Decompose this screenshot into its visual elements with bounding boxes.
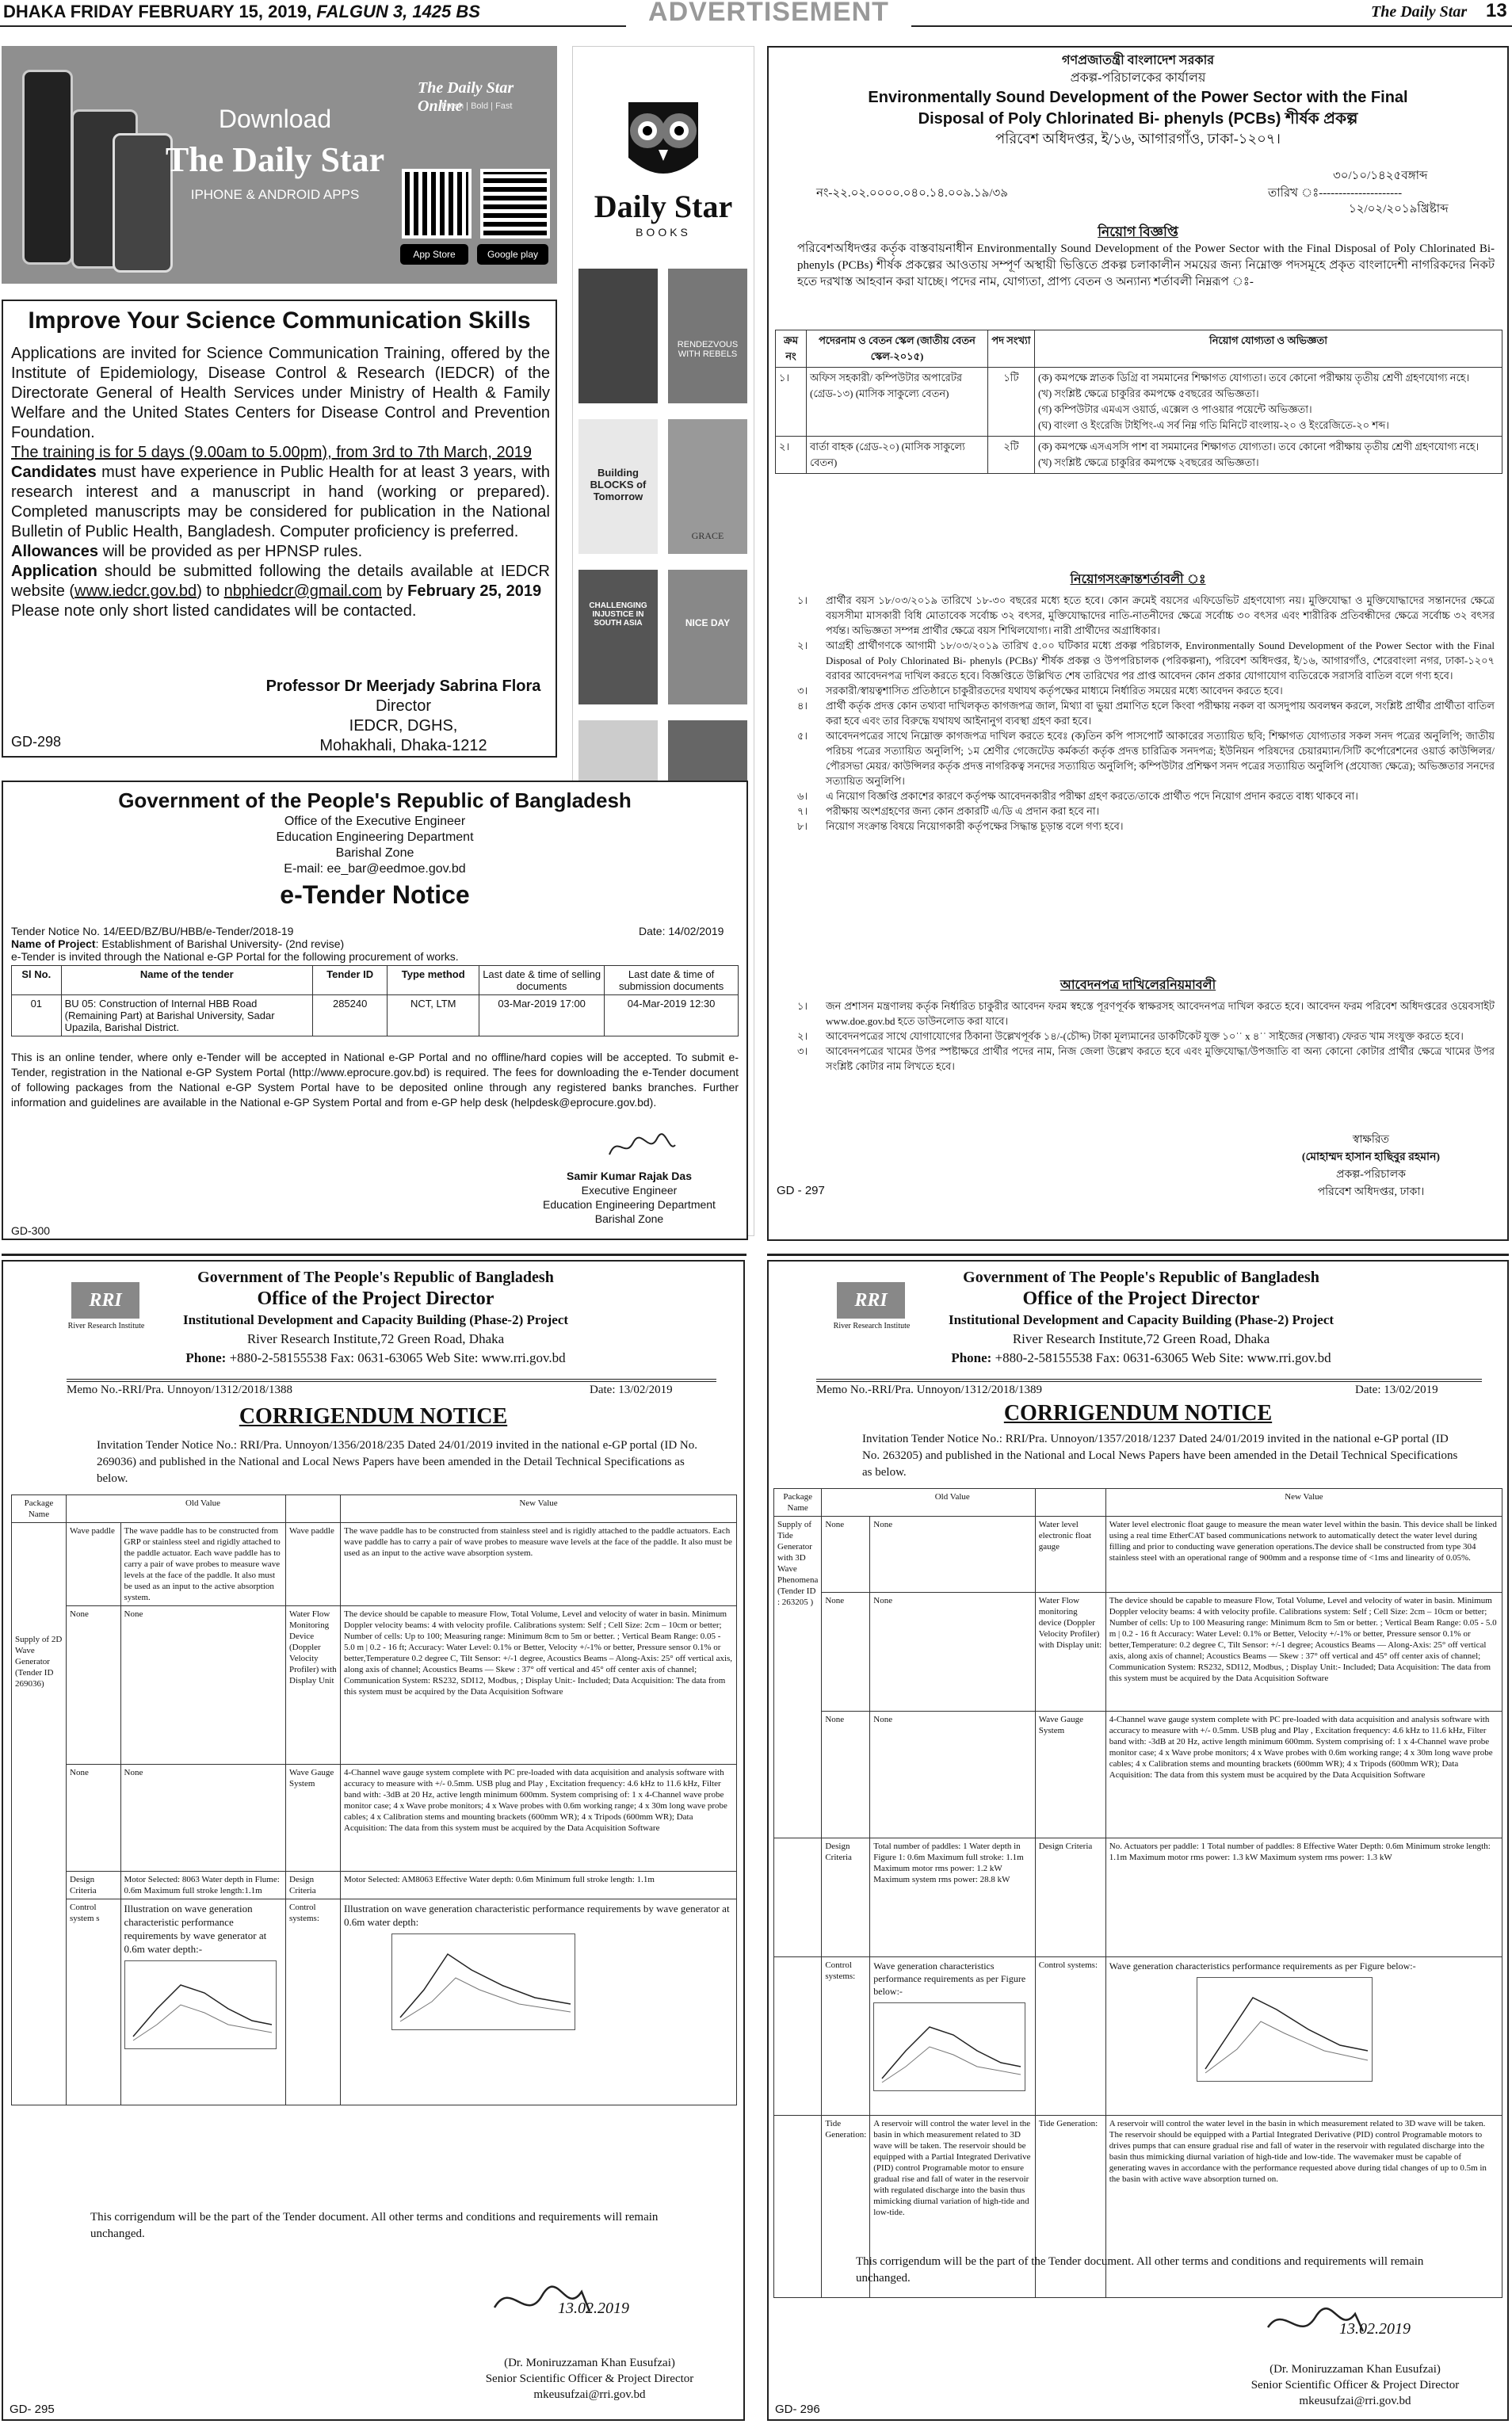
memo-no: Memo No.-RRI/Pra. Unnoyon/1312/2018/1389 <box>816 1384 1042 1396</box>
performance-graph <box>391 1933 575 2030</box>
table-header-row: Sl No. Name of the tender Tender ID Type method Last date & time of selling documents Last date & time of submission documents <box>12 966 739 995</box>
tender-invite: e-Tender is invited through the National e-GP Portal for the following procurement of works. <box>11 950 459 963</box>
list-item: ২। আবেদনপত্রের সাথে যোগাযোগের ঠিকানা উল্লেখপূর্বক ১৪/-(চৌদ্দ) টাকা মূল্যমানের ডাকটিকেট যুক্ত ১০ˈˈ x ৪ˈˈ সাইজের (সম্ভাব্য) ফেরত খাম সংযুক্ত করতে হবে। <box>797 1030 1464 1042</box>
books-sub: BOOKS <box>636 226 691 239</box>
book-cover[interactable]: RENDEZVOUS WITH REBELS <box>668 269 747 403</box>
list-item: ১। প্রার্থীর বয়স ১৮/০৩/২০১৯ তারিখে ১৮-৩০ বছরের মধ্যে হতে হবে। কোন ক্রমেই বয়সের এফিডেভিট গ্রহণযোগ্য নয়। মুক্তিযোদ্ধা ও মুক্তিযোদ্ধাদের সন্তানদের ক্ষেত্রে বয়সসীমা মাসকারী বিধি মোতাবেক সর্বোচ্চ ৩২ বৎসর, মুক্তিযোদ্ধাদের নাতি-নাতনীদের ক্ষেত্রে সর্বোচ্চ ৩০ বৎসর এবং শারীরিক প্রতিবন্ধীদের ক্ষেত্রে সর্বোচ্চ ৩২ বৎসর পর্যন্ত। অভিজ্ঞতা সম্পন্ন প্রার্থীর ক্ষেত্রে বয়স শিথিলযোগ্য। নারী প্রার্থীদের অগ্রাধিকার। <box>797 594 1495 636</box>
iedcr-website-link[interactable]: www.iedcr.gov.bd <box>74 582 197 600</box>
section-divider <box>767 1254 1509 1256</box>
list-item: ৭। পরীক্ষায় অংশগ্রহণের জন্য কোন প্রকারটি এ/ডি এ প্রদান করা হবে না। <box>797 805 1100 817</box>
sci-signature: Professor Dr Meerjady Sabrina Flora Director IEDCR, DGHS, Mohakhali, Dhaka-1212 <box>265 678 541 754</box>
signature-date: 13.02.2019 <box>1339 2320 1411 2338</box>
table-row: Design Criteria Total number of paddles: 1 Water depth in Figure 1: 0.6m Maximum full stroke: 1.1m Maximum motor rms power: 1.2 kW Maximum system rms power: 28.8 kW Design Criteria No. Actuators per paddle: 1 Total number of paddles: 8 Effective Water Depth: 0.6m Minimum stroke length: 1.1m Maximum motor rms power: 1.3 kW Maximum system rms power: 1.3 kW <box>774 1838 1502 1957</box>
header-rule <box>816 1379 1482 1382</box>
rri-logo-icon: RRI <box>837 1282 905 1319</box>
signature-scribble <box>605 1131 677 1162</box>
table-row: ২। বার্তা বাহক (গ্রেড-২০) (মাসিক সাকুল্যে বেতন) ২টি (ক) কমপক্ষে এসএসসি পাশ বা সমমানের শিক্ষাগত যোগ্যতা। তবে কোনো পরীক্ষায় তৃতীয় শ্রেণী গ্রহণযোগ্য নহে। (খ) সংশ্লিষ্ট ক্ষেত্রে চাকুরির কমপক্ষে ২বছরের অভিজ্ঞতা। <box>776 437 1502 474</box>
table-row: Design Criteria Motor Selected: 8063 Water depth in Flume: 0.6m Maximum full stroke length:1.1m Design Criteria Motor Selected: AM8063 Effective Water depth: 0.6m Minimum full stroke length: 1.1m <box>12 1872 737 1899</box>
googleplay-button[interactable]: Google play <box>477 244 548 265</box>
header-rule <box>67 1379 716 1382</box>
masthead <box>0 0 1512 27</box>
bn-tarikh: তারিখ ঃ--------------------- <box>1268 187 1403 200</box>
tender-notice-no: Tender Notice No. 14/EED/BZ/BU/HBB/e-Tender/2018-19 <box>11 925 294 937</box>
bn-date-1: ৩০/১০/১৪২৫বঙ্গাব্দ <box>1333 170 1428 182</box>
rri-header: Government of The People's Republic of Bangladesh Office of the Project Director Institutional Development and Capacity Building (Phase-2) Project River Research Institute,72 Green Road, Dhaka Phone: +880-2-58155538 Fax: 0631-63065 Web Site: www.rri.gov.bd <box>182 1269 569 1365</box>
section-divider <box>2 1254 746 1256</box>
masthead-rule-right <box>911 25 1512 27</box>
book-cover[interactable]: Building BLOCKS of Tomorrow <box>578 419 658 554</box>
rri-logo-icon: RRI <box>71 1282 139 1319</box>
list-item: ১। জন প্রশাসন মন্ত্রণালয় কর্তৃক নির্ধারিত চাকুরীর আবেদন ফরম স্বহস্তে পূরণপূর্বক স্বাক্ষরসহ আবেদনপত্র দাখিল করতে হবে। আবেদন ফরম পরিবেশ অধিদপ্তরের ওয়েবসাইট www.doe.gov.bd হতে ডাউনলোড করা যাবে। <box>797 1000 1495 1027</box>
bn-header: গণপ্রজাতন্ত্রী বাংলাদেশ সরকার প্রকল্প-পরিচালকের কার্যালয় Environmentally Sound Development of the Power Sector with the Final Disposal of Poly Chlorinated Bi- phenyls (PCBs) শীর্ষক প্রকল্প পরিবেশ অধিদপ্তর, ই/১৬, আগারগাঁও, ঢাকা-১২০৭। <box>868 54 1408 147</box>
download-text: Download <box>218 105 332 133</box>
masthead-rule-left <box>0 25 626 27</box>
bn-application-heading: আবেদনপত্র দাখিলেরনিয়মাবলী <box>1060 979 1216 992</box>
bn-signature: স্বাক্ষরিত (মোহাম্মদ হাসান হাছিবুর রহমান) প্রকল্প-পরিচালক পরিবেশ অধিদপ্তর, ঢাকা। <box>1301 1134 1441 1198</box>
books-brand: Daily Star <box>594 189 733 224</box>
table-row: 01 BU 05: Construction of Internal HBB Road (Remaining Part) at Barishal University, Sadar Upazila, Barishal District. 285240 NCT, LTM 03-Mar-2019 17:00 04-Mar-2019 12:30 <box>12 995 739 1036</box>
gd-code: GD-298 <box>11 734 62 750</box>
table-row: Tide Generation: A reservoir will control the water level in the basin in which measurement related to 3D wave will be taken. The reservoir should be equipped with a Partial Integrated Derivative (PID) control Programable motor to ensure gradual rise and fall of water in the reservoir with regulated discharge into the basin thus mimicking diurnal variation of high-tide and low-tide. Tide Generation: A reservoir will control the water level in the basin in which measurement related to 3D wave will be taken. The reservoir should be equipped with a Partial Integrated Derivative (PID) control Programable motors to drives pumps that can ensure gradual rise and fall of water in the reservoir with regulated discharge into the basin thus mimicking diurnal variation of high-tide and low-tide. The wavemaker must be capable of generating waves in accordance with the performance requested above during tidal changes of up to 0.5m in the basin with active wave absorption turned on. <box>774 2116 1502 2298</box>
rri-header: Government of The People's Republic of Bangladesh Office of the Project Director Institutional Development and Capacity Building (Phase-2) Project River Research Institute,72 Green Road, Dhaka Phone: +880-2-58155538 Fax: 0631-63065 Web Site: www.rri.gov.bd <box>948 1269 1334 1365</box>
science-communication-ad <box>2 300 557 758</box>
book-cover[interactable] <box>578 269 658 403</box>
tender-body: This is an online tender, where only e-Tender will be accepted in National e-GP Portal and no offline/hard copies will be accepted. To submit e-Tender, registration in the National e-GP System Portal (http://www.eprocure.gov.bd) is required. The fees for downloading the e-Tender document of following packages from the National e-GP System Portal have to be deposited online through any registered banks branches. Further information and guidelines are available in the National e-GP System Portal and from e-GP help desk (helpdesk@eprocure.gov.bd). <box>11 1051 739 1109</box>
bn-intro: পরিবেশঅধিদপ্তর কর্তৃক বাস্তবায়নাধীন Environmentally Sound Development of the Power Sector with the Final Disposal of Poly Chlorinated Bi- phenyls (PCBs) শীর্ষক প্রকল্পের আওতায় সম্পূর্ণ অস্থায়ী ভিত্তিতে প্রকল্প চলাকালীন সময়ের জন্য নিম্নোক্ত পদসমূহে প্রকৃত বাংলাদেশী নাগরিকদের নিকট হতে দরখাস্ত আহবান করা যাচ্ছে। পদের নাম, যোগ্যতা, প্রাপ্য বেতন ও অন্যান্য শর্তাবলী নিম্নরূপ ঃ- <box>797 242 1495 288</box>
table-row: None None Water Flow monitoring device (Doppler Velocity Profiler) with Display unit: The device should be capable to measure Flow, Total Volume, Level and velocity of water in basin. Minimum Doppler velocity beams: 4 with velocity profile. Calibrations system: Self ; Cell Size: 2cm – 10cm or better; Number of cells: Up to 100 Measuring range: Minimum 8cm to 5m or better. ; Vertical Beam Range: 0.05 - 5.0 m | 0.2 - 16 ft Accuracy: Water Level: 0.1% or Better, Velocity +/-1% or better, Pressure sensor 0.1% or better,Temperature: 0.2 degree C, Tilt Sensor: +/-1 degree; Acoustics Beams — Along-Axis: 25° off vertical axis, along axis of channel; Acoustics Beams — Skew : 37° off vertical and 45° off center axis of channel; Communication System: RS232, SDI12, Modbus, ; Display Unit:- Included; Data Acquisition: The data from this system must be acquired by the Data Acquisition Software <box>774 1593 1502 1712</box>
bn-posts-table <box>775 330 1502 474</box>
performance-graph <box>124 1960 277 2049</box>
rri-logo-caption: River Research Institute <box>67 1322 145 1330</box>
corrigendum-footer: This corrigendum will be the part of the Tender document. All other terms and conditions and requirements will remain unchanged. <box>90 2211 659 2240</box>
qr-code-android[interactable] <box>480 169 550 239</box>
banner-online: The Daily Star Online <box>418 79 514 115</box>
memo-no: Memo No.-RRI/Pra. Unnoyon/1312/2018/1388 <box>67 1384 292 1396</box>
tender-signature: Samir Kumar Rajak Das Executive Engineer Education Engineering Department Barishal Zone <box>543 1170 716 1225</box>
table-row: Control systems: Wave generation characteristics performance requirements as per Figure below:- Control systems: Wave generation characteristics performance requirements as per Figure below:- <box>774 1957 1502 2116</box>
tender-table <box>11 965 739 1036</box>
tender-date: Date: 14/02/2019 <box>639 925 724 937</box>
table-row: Control system s Illustration on wave generation characteristic performance requirements by wave generator at 0.6m water depth:- Control systems: Illustration on wave generation characteristic performance requirements by wave generator at 0.6m water depth: <box>12 1899 737 2105</box>
daily-star-app-banner[interactable] <box>2 46 557 284</box>
list-item: ৩। আবেদনপত্রের খামের উপর স্পষ্টাক্ষরে প্রার্থীর পদের নাম, নিজ জেলা উল্লেখ করতে হবে এবং মুক্তিযোদ্ধা/উপজাতি বা অন্য কোনো কোটার প্রার্থীর ক্ষেত্রে খামের উপর সংশ্লিষ্ট কোটার নাম লিখতে হবে। <box>797 1045 1495 1072</box>
qr-code-ios[interactable] <box>402 169 472 239</box>
rri-logo-caption: River Research Institute <box>833 1322 911 1330</box>
gd-code: GD- 296 <box>775 2403 820 2416</box>
corrigendum-intro: Invitation Tender Notice No.: RRI/Pra. Unnoyon/1357/2018/1237 Dated 24/01/2019 invited in the national e-GP portal (ID No. 263205) and published in the National and Local News Papers have been amended in the Detail Technical Specifications as below. <box>862 1433 1458 1479</box>
bn-application-rules <box>797 998 1495 1074</box>
list-item: ৪। প্রার্থী কর্তৃক প্রদত্ত কোন তথ্যবা দাখিলকৃত কাগজপত্র জাল, মিথ্যা বা ভুয়া প্রমাণিত হলে কিংবা পরীক্ষায় নকল বা অসদুপায় অবলম্বন করলে, সংশ্লিষ্ট প্রার্থীর প্রার্থীতা বাতিল করা হবে এবং তার বিরুদ্ধে যথাযথ আইনানুগ ব্যবস্থা গ্রহণ করা হবে। <box>797 700 1495 727</box>
list-item: ৩। সরকারী/স্বায়ত্বশাসিত প্রতিষ্ঠানে চাকুরীরতদের যথাযথ কর্তৃপক্ষের মাধ্যমে নির্ধারিত সময়ের মধ্যে আবেদন করতে হবে। <box>797 685 1283 697</box>
list-item: ৮। নিয়োগ সংক্রান্ত বিষয়ে নিয়োগকারী কর্তৃপক্ষের সিদ্ধান্ত চূড়ান্ত বলে গণ্য হবে। <box>797 820 1124 832</box>
banner-tagline: Fresh | Bold | Fast <box>441 101 513 111</box>
gd-code: GD-300 <box>11 1224 51 1237</box>
book-cover[interactable]: NICE DAY <box>668 570 747 704</box>
tender-header: Government of the People's Republic of Bangladesh Office of the Executive Engineer Education Engineering Department Barishal Zone E-mail: ee_bar@eedmoe.gov.bd e-Tender Notice <box>118 788 632 909</box>
list-item: ৫। আবেদনপত্রের সাথে নিম্নোক্ত কাগজপত্র দাখিল করতে হবেঃ (ক)তিন কপি পাসপোর্ট আকারের সত্যায়িত ছবি; শিক্ষাগত যোগ্যতার সকল সনদ পত্রের অনুলিপি; জাতীয় পরিচয় পত্রের সত্যায়িত অনুলিপি; ১ম শ্রেণীর গেজেটেড কর্মকর্তা কর্তৃক প্রদত্ত চারিত্রিক সনদপত্র; ইউনিয়ন পরিষদের চেয়ারম্যান/সিটি কর্পোরেশনের ওয়ার্ড কাউন্সিলর/ পৌরসভা মেয়র/ কাউন্সিলর কর্তৃক প্রদত্ত নাগরিকত্ব সনদের সত্যায়িত অনুলিপি; কম্পিউটার প্রশিক্ষণ সনদ পত্রের সত্যায়িত অনুলিপি (প্রযোজ্য ক্ষেত্রে); অভিজ্ঞতার সনদের সত্যায়িত অনুলিপি। <box>797 730 1495 787</box>
masthead-section: ADVERTISEMENT <box>648 0 889 27</box>
table-row: None None Water Flow Monitoring Device (Doppler Velocity Profiler) with Display Unit The device should be capable to measure Flow, Total Volume, Level and velocity of water in basin. Minimum Doppler velocity beams: 4 with velocity profile. Calibrations system: Self ; Cell Size: 2cm – 10cm or better; Number of cells: Up to 100; Measuring range: Minimum 8cm to 5m or better. ; Vertical Beam Range: 0.05 - 5.0 m | 0.2 - 16 ft; Accuracy: Water Level: 0.1% or Better, Velocity +/-1% or better, Pressure sensor 0.1% or better,Temperature 0.2 degree C, Tilt Sensor: +/-1 degree, Acoustics Beams – Along-Axis: 25° off vertical axis, along axis of channel; Acoustics Beams — Skew : 37° off vertical and 45° off center axis of channel; Communication System: RS232, SDI12, Modbus, ; Display Unit:- Included; Data Acquisition: The data from this system must be acquired by the Data Acquisition Software <box>12 1606 737 1765</box>
corrigendum-footer: This corrigendum will be the part of the Tender document. All other terms and conditions and requirements will remain unchanged. <box>856 2255 1424 2285</box>
signature-date: 13.02.2019 <box>558 2300 629 2317</box>
corrigendum-table <box>11 1494 737 2105</box>
masthead-brand: The Daily Star <box>1371 3 1468 21</box>
owl-logo-icon <box>619 94 708 189</box>
rri-corrigendum-right <box>767 1260 1509 2421</box>
performance-graph <box>873 2002 1025 2091</box>
corrigendum-title: CORRIGENDUM NOTICE <box>239 1404 508 1429</box>
corrigendum-intro: Invitation Tender Notice No.: RRI/Pra. Unnoyon/1356/2018/235 Dated 24/01/2019 invited in the national e-GP portal (ID No. 269036) and published in the National and Local News Papers have been amended in the Detail Technical Specifications as below. <box>97 1439 697 1485</box>
banner-brand: The Daily Star <box>165 140 385 179</box>
list-item: ২। আগ্রহী প্রার্থীগণকে আগামী ১৮/০৩/২০১৯ তারিখ ৫.০০ ঘটিকার মধ্যে প্রকল্প পরিচালক, Environmentally Sound Development of the Power Sector with the Final Disposal of Poly Chlorinated Bi- phenyls (PCBs)' শীর্ষক প্রকল্প ও উপপরিচালক (পরিকল্পনা), পরিবেশ অধিদপ্তর, ই/১৬, আগারগাঁও, শেরেবাংলা নগর, ঢাকা-১২০৭ বরাবর আবেদনপত্র দাখিল করতে হবে। বিজ্ঞপ্তিতে উল্লিখিত শেষ তারিখের পর প্রাপ্ত আবেদন কোন প্রকার যোগাযোগ ব্যতিরেকে সরাসরি বাতিল বলে গণ্য হবে। <box>797 639 1495 681</box>
tender-project: Name of Project: Establishment of Barishal University- (2nd revise) <box>11 937 345 950</box>
table-header-row: Package Name Old Value New Value <box>12 1495 737 1523</box>
bn-heading: নিয়োগ বিজ্ঞপ্তি <box>1098 224 1178 239</box>
bn-conditions <box>797 593 1495 834</box>
table-header-row: Package Name Old Value New Value <box>774 1489 1502 1517</box>
appstore-button[interactable]: App Store <box>400 244 468 265</box>
bn-conditions-heading: নিয়োগসংক্রান্তশর্তাবলী ঃ <box>1070 573 1206 586</box>
memo-date: Date: 13/02/2019 <box>1355 1384 1438 1396</box>
table-row: None None Wave Gauge System 4-Channel wave gauge system complete with PC pre-loaded with data acquisition and analysis software with accuracy to measure with +/- 0.5mm. USB plug and Play , Excitation frequency: 4.6 kHz to 11.6 kHz, Filter band with: -3dB at 20 Hz, active length minimum 600mm. System comprising of: 1 x 4-Channel wave probe monitor case; 4 x Wave probe monitors; 4 x Wave probes with 0.6m working range; 4 x 30m long wave probe cables; 4 x Calibration stems and mounting brackets (600mm WR); 4 x Tripods (600mm WR); Data Acquisition: The data from this system must be acquired by the Data Acquisition Software <box>774 1712 1502 1838</box>
bn-memo: নং-২২.০২.০০০০.০৪০.১৪.০০৯.১৯/৩৯ <box>816 187 1008 200</box>
phone-mockup-1 <box>22 70 73 265</box>
book-cover[interactable]: CHALLENGING INJUSTICE IN SOUTH ASIA <box>578 570 658 704</box>
nbph-email-link[interactable]: nbphiedcr@gmail.com <box>223 582 382 600</box>
memo-date: Date: 13/02/2019 <box>590 1384 673 1396</box>
e-tender-notice-ad <box>2 781 748 1240</box>
table-row: Supply of 2D Wave Generator (Tender ID 269036) Wave paddle The wave paddle has to be constructed from GRP or stainless steel and rigidly attached to the paddle actuator. Each wave paddle has to carry a pair of wave probes to measure wave levels at the face of the paddle. It also must be used as an input to the active absorption system. Wave paddle The wave paddle has to be constructed from stainless steel and is rigidly attached to the paddle actuators. Each wave paddle has to carry a pair of wave probes to measure wave levels at the face of the paddle. It also must be used as an input to the active wave absorption system. <box>12 1523 737 1606</box>
table-row: None None Wave Gauge System 4-Channel wave gauge system complete with PC pre-loaded with data acquisition and analysis software with accuracy to measure with +/- 0.5mm. USB plug and Play , Excitation frequency: 4.6 kHz to 11.6 kHz, Filter band with: -3dB at 20 Hz, active length minimum 600mm. System comprising of: 1 x 4-Channel wave probe monitor case; 4 x Wave probe monitors; 4 x Wave probes with 0.6m working range; 4 x 30m long wave probe cables; 4 x Calibration stems and mounting brackets (600mm WR); 4 x Tripods (600mm WR); Data Acquisition: The data from this system must be acquired by the Data Acquisition Software <box>12 1765 737 1872</box>
bn-date-2: ১২/০২/২০১৯খ্রিষ্টাব্দ <box>1349 203 1449 216</box>
doe-recruitment-ad <box>767 46 1509 1241</box>
gd-code: GD- 295 <box>10 2403 55 2416</box>
rri-signature: (Dr. Moniruzzaman Khan Eusufzai) Senior Scientific Officer & Project Director mkeusufzai@rri.gov.bd <box>485 2357 694 2401</box>
sci-title: Improve Your Science Communication Skills <box>28 307 531 334</box>
sci-body: Applications are invited for Science Communication Training, offered by the Institute of Epidemiology, Disease Control & Research (IEDCR) of the Directorate General of Health Services under Ministry of Health & Family Welfare and the United States Centers for Disease Control and Prevention Foundation. The training is for 5 days (9.00am to 5.00pm), from 3rd to 7th March, 2019 Candidates must have experience in Public Health for at least 3 years, with research interest and a manuscript in hand (working or prepared). Completed manuscripts may be considered for publication in the National Bulletin of Public Health, Bangladesh. Computer proficiency is preferred. Allowances will be provided as per HPNSP rules. Application should be submitted following the details available at IEDCR website (www.iedcr.gov.bd) to nbphiedcr@gmail.com by February 25, 2019 Please note only short listed candidates will be contacted. <box>11 345 550 620</box>
list-item: ৬। এ নিয়োগ বিজ্ঞপ্তি প্রকাশের কারণে কর্তৃপক্ষ আবেদনকারীর পরীক্ষা গ্রহণ করতে/তাকে প্রার্থীত পদে নিয়োগ প্রদান করতে বাধ্য থাকবে না। <box>797 790 1358 802</box>
table-header-row: ক্রম নং পদেরনাম ও বেতন স্কেল (জাতীয় বেতন স্কেল-২০১৫) পদ সংখ্যা নিয়োগ যোগ্যতা ও অভিজ্ঞতা <box>776 330 1502 368</box>
performance-graph <box>1197 1977 1373 2082</box>
masthead-page-number: 13 <box>1486 0 1507 21</box>
corrigendum-title: CORRIGENDUM NOTICE <box>1003 1401 1273 1426</box>
table-row: Supply of Tide Generator with 3D Wave Phenomena (Tender ID : 263205 ) None None Water level electronic float gauge Water level electronic float gauge to measure the mean water level within the basin. This device shall be linked using a real time EtherCAT based communications network to automatically detect the water level during filling and prior to conducting wave generation operations.The device shall be constructed from type 304 stainless steel with an operational range of 900mm and a response time of <1ms and linearity of 0.05%. <box>774 1517 1502 1593</box>
masthead-date: DHAKA FRIDAY FEBRUARY 15, 2019, FALGUN 3, 1425 BS <box>3 2 480 21</box>
banner-apps-text: IPHONE & ANDROID APPS <box>190 187 360 202</box>
corrigendum-table <box>773 1488 1502 2298</box>
gd-code: GD - 297 <box>777 1184 825 1197</box>
table-row: ১। অফিস সহকারী/ কম্পিউটার অপারেটর (গ্রেড-১৩) (মাসিক সাকুল্যে বেতন) ১টি (ক) কমপক্ষে স্নাতক ডিগ্রি বা সমমানের শিক্ষাগত যোগ্যতা। তবে কোনো পরীক্ষায় তৃতীয় শ্রেণী গ্রহণযোগ্য নহে। (খ) সংশ্লিষ্ট ক্ষেত্রে চাকুরির কমপক্ষে ৫বছরের অভিজ্ঞতা। (গ) কম্পিউটার এমএস ওয়ার্ড, এক্সেল ও পাওয়ার পয়েন্টে অভিজ্ঞতা। (ঘ) বাংলা ও ইংরেজি টাইপিং-এ সর্ব নিম্ন গতি মিনিটে বাংলায়-২০ ও ইংরেজিতে-২০ শব্দ। <box>776 368 1502 437</box>
rri-signature: (Dr. Moniruzzaman Khan Eusufzai) Senior Scientific Officer & Project Director mkeusufzai@rri.gov.bd <box>1250 2363 1460 2407</box>
book-cover[interactable]: GRACE <box>668 419 747 554</box>
rri-corrigendum-left <box>2 1260 745 2421</box>
